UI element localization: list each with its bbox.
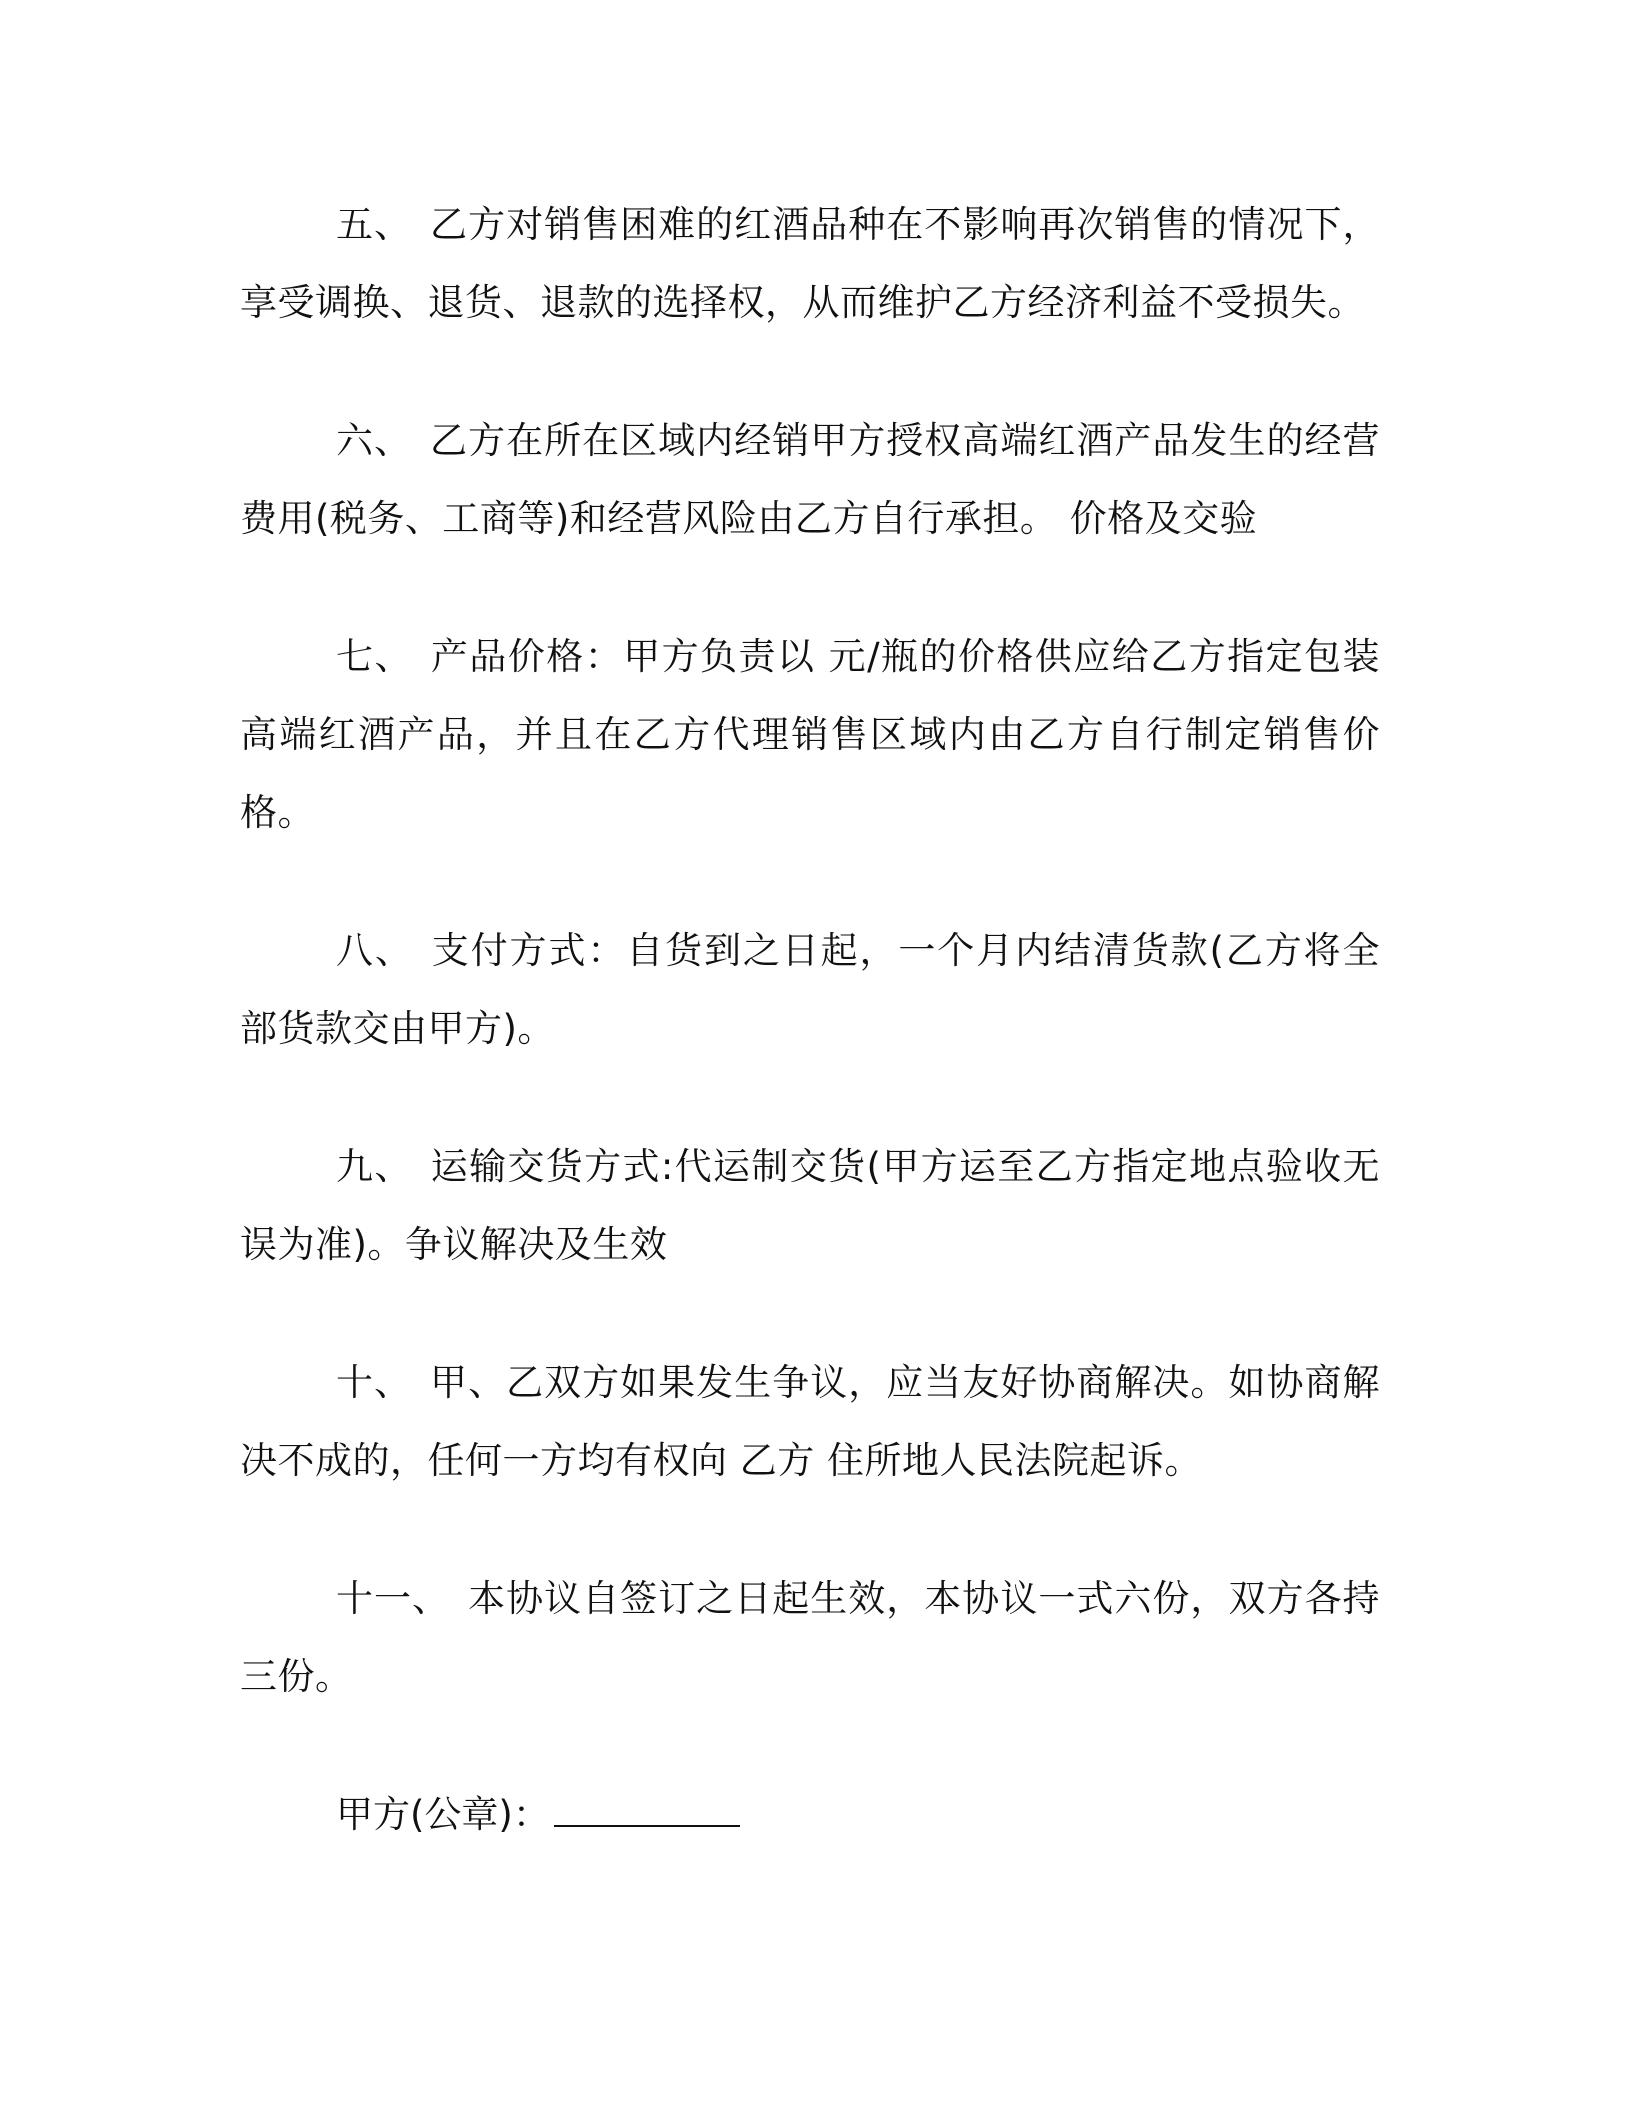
contract-body [240, 186, 1380, 1854]
clause-text: 本协议自签订之日起生效，本协议一式六份，双方各持三份。 [240, 1577, 1381, 1698]
clause-10 [240, 1344, 1380, 1500]
clause-text: 运输交货方式:代运制交货(甲方运至乙方指定地点验收无误为准)。争议解决及生效 [240, 1145, 1381, 1266]
clause-number: 七、 [336, 635, 413, 678]
party-a-signature [240, 1776, 1380, 1854]
clause-7 [240, 618, 1380, 852]
clause-text: 甲、乙双方如果发生争议，应当友好协商解决。如协商解决不成的，任何一方均有权向 乙方 住所地人民法院起诉。 [240, 1361, 1381, 1482]
clause-text: 支付方式：自货到之日起，一个月内结清货款(乙方将全部货款交由甲方)。 [240, 929, 1381, 1050]
clause-8 [240, 912, 1380, 1068]
clause-number: 五、 [336, 203, 413, 246]
clause-text: 乙方在所在区域内经销甲方授权高端红酒产品发生的经营费用(税务、工商等)和经营风险由乙方自行承担。 价格及交验 [240, 419, 1381, 540]
signature-blank-line [554, 1791, 740, 1827]
clause-number: 九、 [336, 1145, 413, 1188]
clause-text: 乙方对销售困难的红酒品种在不影响再次销售的情况下，享受调换、退货、退款的选择权，从而维护乙方经济利益不受损失。 [240, 203, 1381, 324]
clause-number: 八、 [336, 929, 414, 972]
clause-11 [240, 1560, 1380, 1716]
clause-5 [240, 186, 1380, 342]
clause-6 [240, 402, 1380, 558]
clause-9 [240, 1128, 1380, 1284]
clause-number: 十一、 [336, 1577, 451, 1620]
clause-text: 产品价格：甲方负责以 元/瓶的价格供应给乙方指定包装高端红酒产品，并且在乙方代理销售区域内由乙方自行制定销售价格。 [240, 635, 1381, 834]
clause-number: 六、 [336, 419, 413, 462]
signature-label: 甲方(公章)： [336, 1793, 550, 1836]
clause-number: 十、 [336, 1361, 413, 1404]
